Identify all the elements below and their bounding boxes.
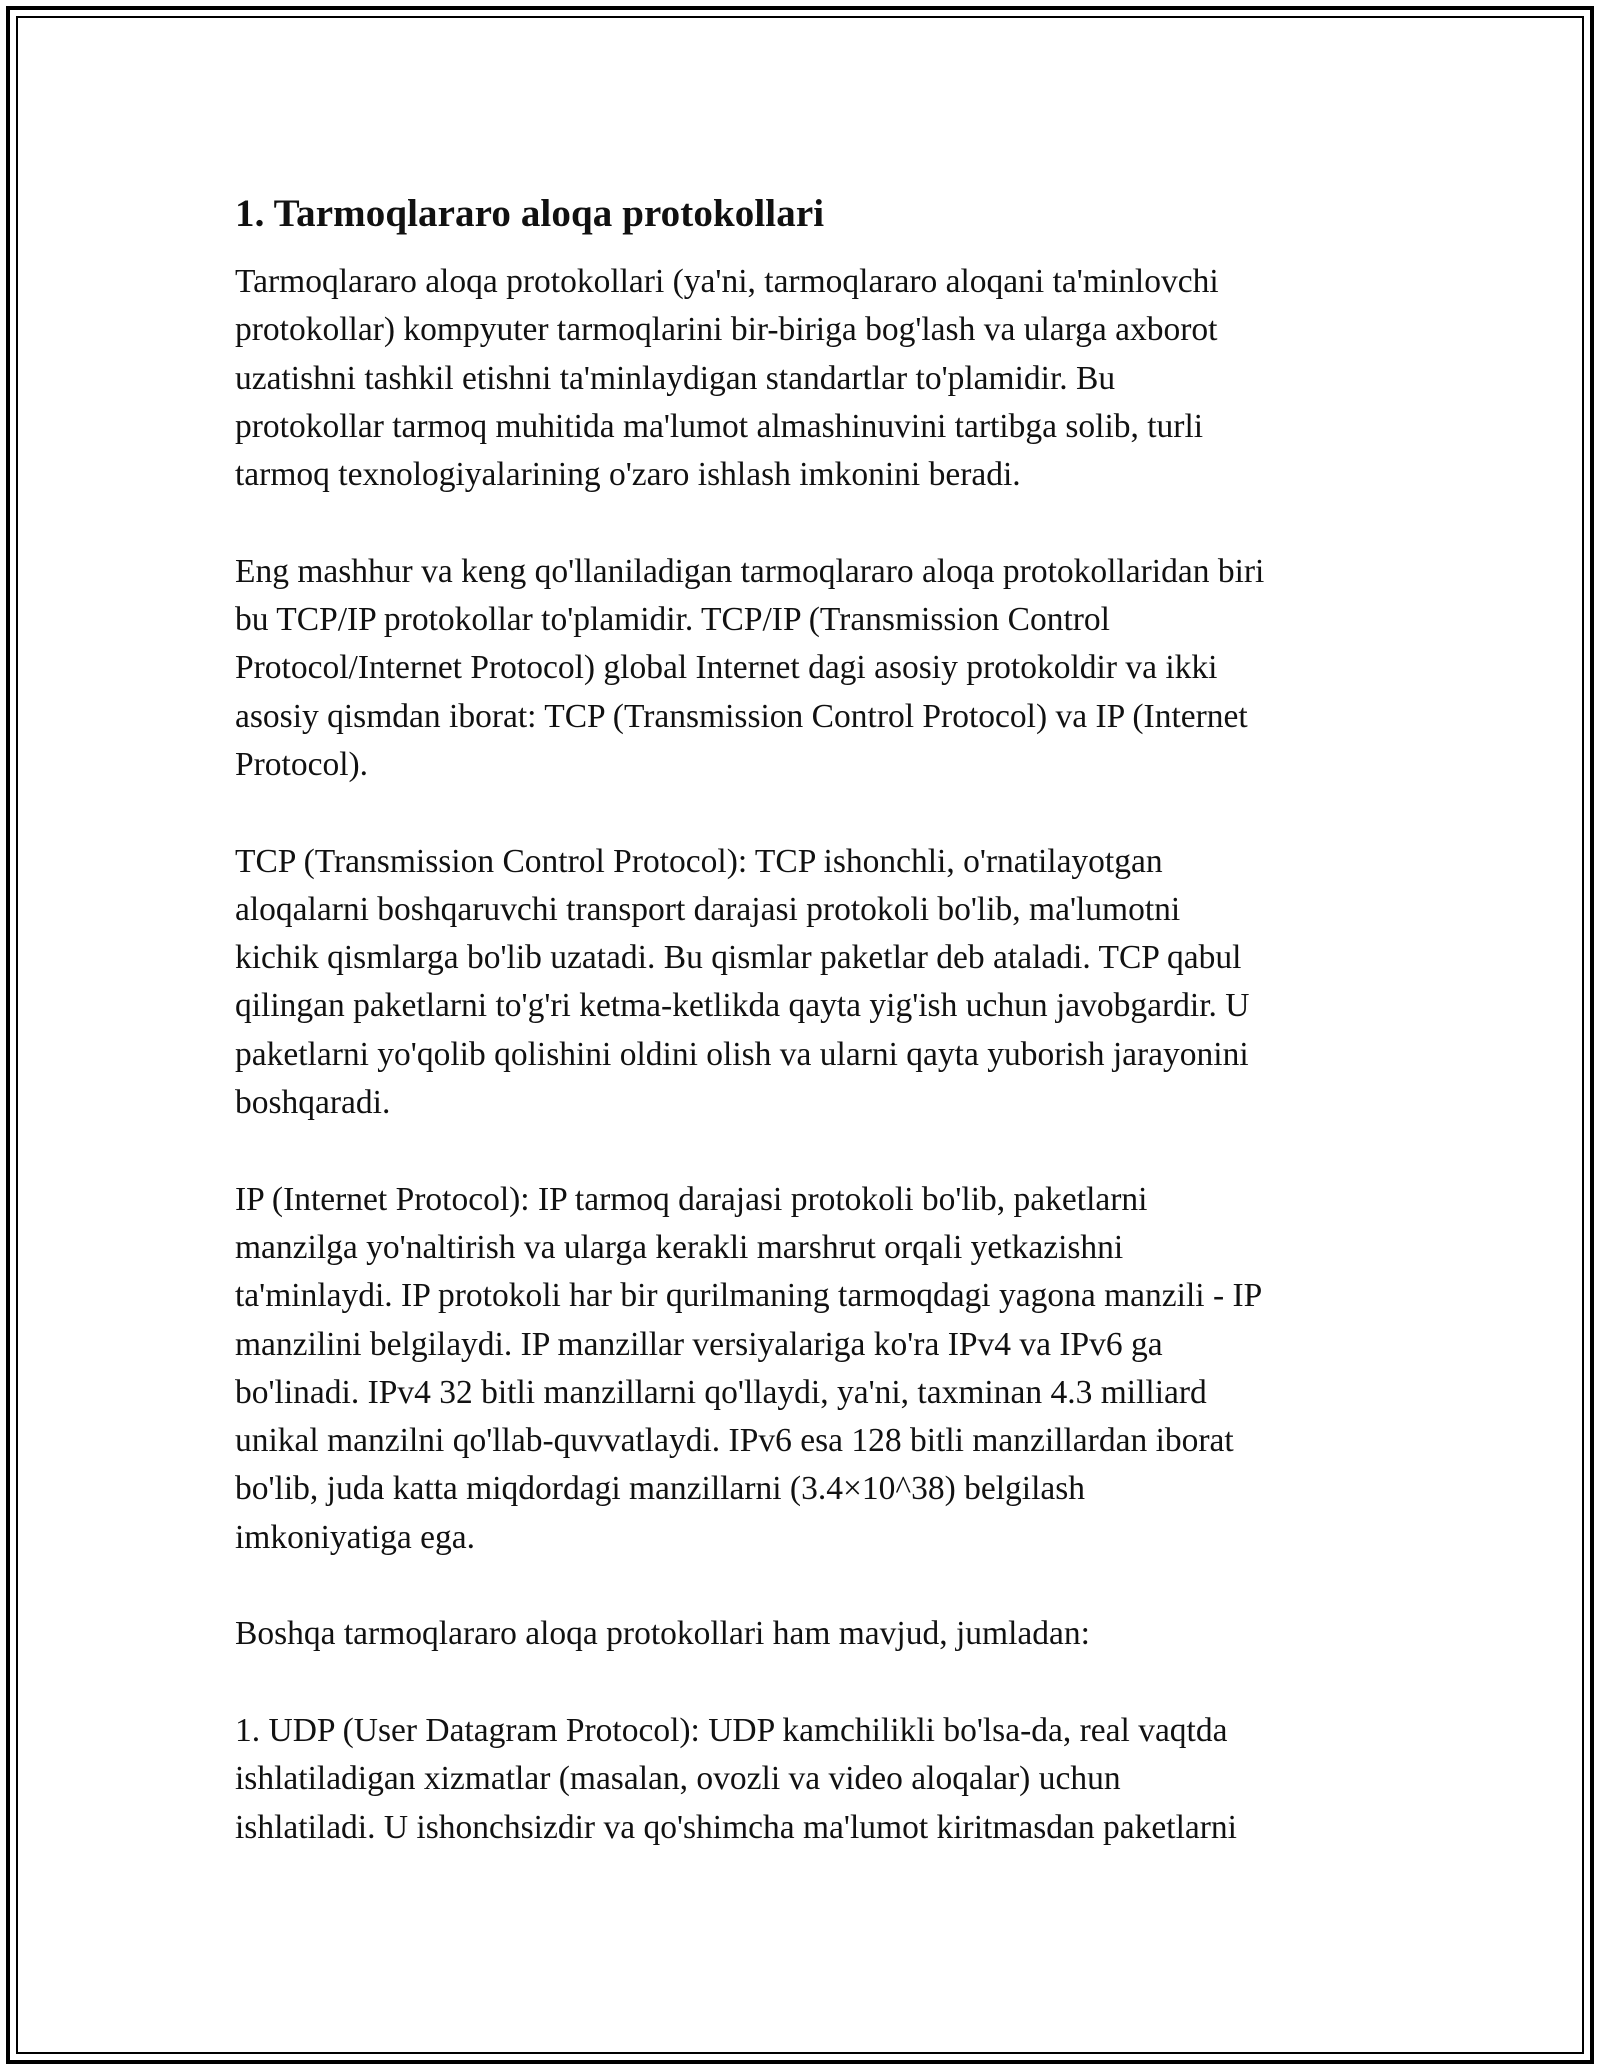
paragraph-tcp <box>235 838 1385 1128</box>
section-heading: 1. Tarmoqlararo aloqa protokollari <box>235 192 825 235</box>
text-line: boshqaradi. <box>235 1084 391 1122</box>
text-line: Tarmoqlararo aloqa protokollari (ya'ni, tarmoqlararo aloqani ta'minlovchi <box>235 263 1219 300</box>
paragraph-udp <box>235 1707 1385 1852</box>
text-line: ishlatiladigan xizmatlar (masalan, ovozli va video aloqalar) uchun <box>235 1760 1121 1798</box>
text-line: protokollar) kompyuter tarmoqlarini bir-biriga bog'lash va ularga axborot <box>235 311 1218 349</box>
text-line: imkoniyatiga ega. <box>235 1518 476 1556</box>
text-line: Eng mashhur va keng qo'llaniladigan tarmoqlararo aloqa protokollaridan biri <box>235 552 1265 590</box>
text-line: qilingan paketlarni to'g'ri ketma-ketlikda qayta yig'ish uchun javobgardir. U <box>235 987 1250 1025</box>
text-line: bo'lib, juda katta miqdordagi manzillarni (3.4×10^38) belgilash <box>235 1470 1086 1508</box>
text-line: IP (Internet Protocol): IP tarmoq darajasi protokoli bo'lib, paketlarni <box>235 1180 1148 1218</box>
text-line: 1. UDP (User Datagram Protocol): UDP kamchilikli bo'lsa-da, real vaqtda <box>235 1711 1228 1749</box>
text-line: unikal manzilni qo'llab-quvvatlaydi. IPv6 esa 128 bitli manzillardan iborat <box>235 1422 1234 1460</box>
text-line: bu TCP/IP protokollar to'plamidir. TCP/IP (Transmission Control <box>235 601 1110 639</box>
paragraph-intro <box>235 258 1385 499</box>
text-line: asosiy qismdan iborat: TCP (Transmission Control Protocol) va IP (Internet <box>235 697 1248 735</box>
text-line: kichik qismlarga bo'lib uzatadi. Bu qismlar paketlar deb ataladi. TCP qabul <box>235 939 1242 977</box>
text-line: protokollar tarmoq muhitida ma'lumot almashinuvini tartibga solib, turli <box>235 407 1204 445</box>
text-line: bo'linadi. IPv4 32 bitli manzillarni qo'llaydi, ya'ni, taxminan 4.3 milliard <box>235 1373 1207 1411</box>
text-line: paketlarni yo'qolib qolishini oldini olish va ularni qayta yuborish jarayonini <box>235 1035 1249 1073</box>
text-line: aloqalarni boshqaruvchi transport darajasi protokoli bo'lib, ma'lumotni <box>235 890 1181 928</box>
text-line: tarmoq texnologiyalarining o'zaro ishlash imkonini beradi. <box>235 456 1021 494</box>
text-line: Protocol). <box>235 745 369 783</box>
text-line: Protocol/Internet Protocol) global Internet dagi asosiy protokoldir va ikki <box>235 649 1218 687</box>
text-line: manzilga yo'naltirish va ularga kerakli marshrut orqali yetkazishni <box>235 1228 1124 1266</box>
text-line: ishlatiladi. U ishonchsizdir va qo'shimcha ma'lumot kiritmasdan paketlarni <box>235 1808 1237 1846</box>
text-line: Boshqa tarmoqlararo aloqa protokollari ham mavjud, jumladan: <box>235 1615 1090 1653</box>
paragraph-other-protocols <box>235 1610 1385 1658</box>
text-line: manzilini belgilaydi. IP manzillar versiyalariga ko'ra IPv4 va IPv6 ga <box>235 1325 1163 1363</box>
text-line: uzatishni tashkil etishni ta'minlaydigan standartlar to'plamidir. Bu <box>235 359 1116 397</box>
document-body <box>235 190 1385 1900</box>
text-line: TCP (Transmission Control Protocol): TCP ishonchli, o'rnatilayotgan <box>235 842 1163 880</box>
paragraph-ip <box>235 1176 1385 1562</box>
text-line: ta'minlaydi. IP protokoli har bir qurilmaning tarmoqdagi yagona manzili - IP <box>235 1277 1263 1315</box>
paragraph-tcpip <box>235 548 1385 789</box>
